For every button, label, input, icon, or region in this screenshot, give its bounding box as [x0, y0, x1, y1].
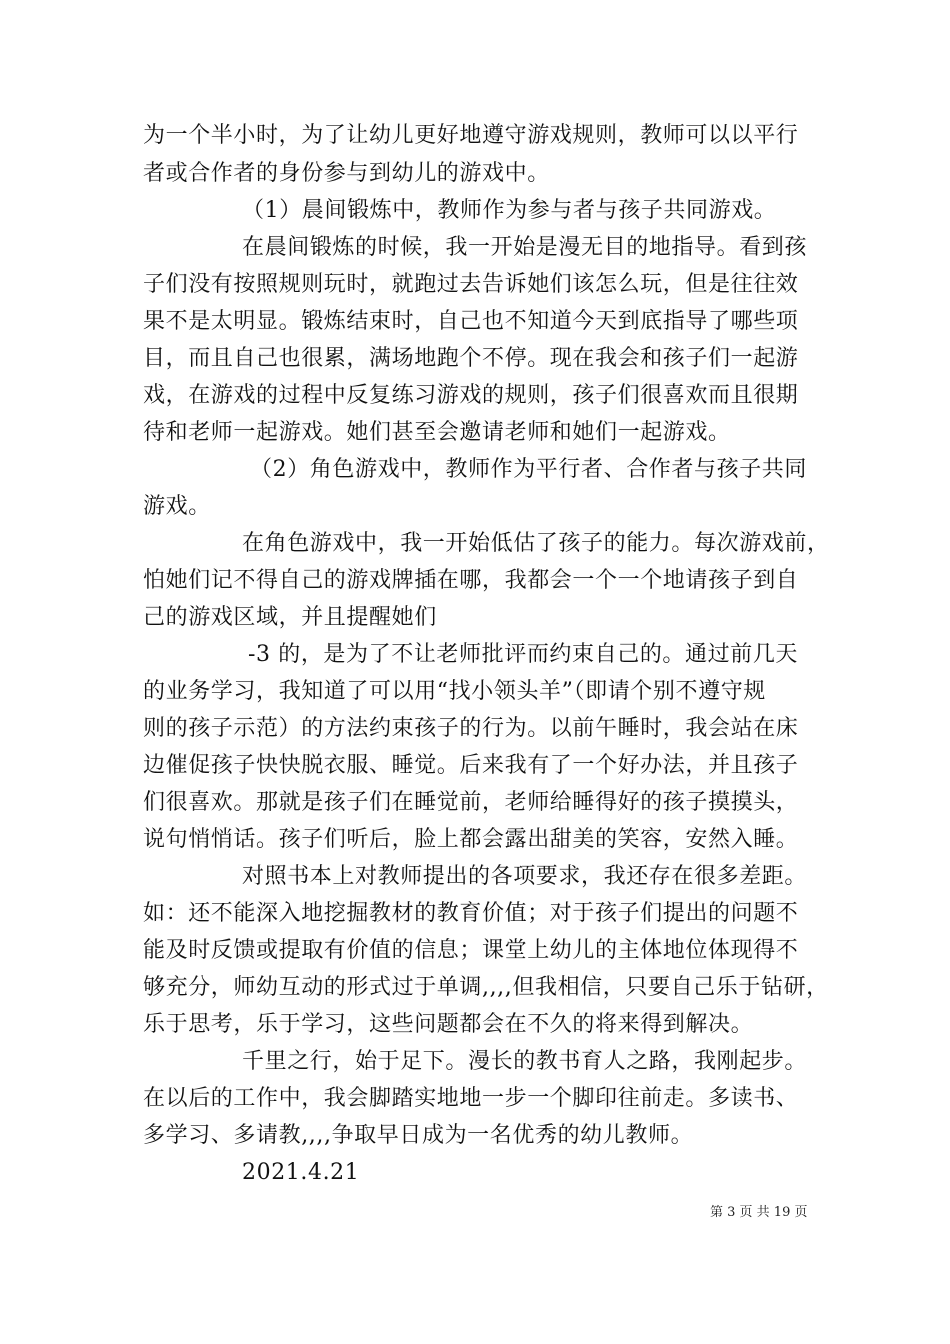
text-line: 为一个半小时，为了让幼儿更好地遵守游戏规则，教师可以以平行 — [143, 123, 799, 148]
text-line: 多学习、多请教,,,,争取早日成为一名优秀的幼儿教师。 — [143, 1123, 694, 1148]
text-line: 乐于思考，乐于学习，这些问题都会在不久的将来得到解决。 — [143, 1012, 754, 1037]
document-date: 2021.4.21 — [242, 1160, 360, 1185]
text-line: 戏，在游戏的过程中反复练习游戏的规则，孩子们很喜欢而且很期 — [143, 383, 799, 408]
text-line: 果不是太明显。锻炼结束时，自己也不知道今天到底指导了哪些项 — [143, 309, 799, 334]
text-line: -3 的，是为了不让老师批评而约束自己的。通过前几天 — [248, 642, 799, 667]
text-line: 能及时反馈或提取有价值的信息；课堂上幼儿的主体地位体现得不 — [143, 938, 799, 963]
text-line: 则的孩子示范）的方法约束孩子的行为。以前午睡时，我会站在床 — [143, 716, 799, 741]
text-line: 游戏。 — [143, 494, 211, 519]
text-line: 边催促孩子快快脱衣服、睡觉。后来我有了一个好办法，并且孩子 — [143, 753, 799, 778]
text-line: 待和老师一起游戏。她们甚至会邀请老师和她们一起游戏。 — [143, 420, 731, 445]
text-line: 在晨间锻炼的时候，我一开始是漫无目的地指导。看到孩 — [242, 235, 808, 260]
section-heading-1: （1）晨间锻炼中，教师作为参与者与孩子共同游戏。 — [242, 198, 777, 223]
text-line: 者或合作者的身份参与到幼儿的游戏中。 — [143, 161, 550, 186]
text-line: 千里之行，始于足下。漫长的教书育人之路，我刚起步。 — [242, 1049, 808, 1074]
text-line: 们很喜欢。那就是孩子们在睡觉前，老师给睡得好的孩子摸摸头， — [143, 790, 799, 815]
text-line: 子们没有按照规则玩时，就跑过去告诉她们该怎么玩，但是往往效 — [143, 272, 799, 297]
text-line: 够充分，师幼互动的形式过于单调,,,,但我相信，只要自己乐于钻研， — [143, 975, 829, 1000]
text-line: 如：还不能深入地挖掘教材的教育价值；对于孩子们提出的问题不 — [143, 901, 799, 926]
text-line: 在角色游戏中，我一开始低估了孩子的能力。每次游戏前， — [242, 531, 830, 556]
text-line: 对照书本上对教师提出的各项要求，我还存在很多差距。 — [242, 864, 808, 889]
text-line: 目，而且自己也很累，满场地跑个不停。现在我会和孩子们一起游 — [143, 346, 799, 371]
text-line: 怕她们记不得自己的游戏牌插在哪，我都会一个一个地请孩子到自 — [143, 568, 799, 593]
page-number-footer: 第 3 页 共 19 页 — [710, 1205, 808, 1220]
section-heading-2: （2）角色游戏中，教师作为平行者、合作者与孩子共同 — [250, 457, 807, 482]
text-line: 己的游戏区域，并且提醒她们 — [143, 605, 437, 630]
text-line: 在以后的工作中，我会脚踏实地地一步一个脚印往前走。多读书、 — [143, 1086, 799, 1111]
text-line: 的业务学习，我知道了可以用“找小领头羊”（即请个别不遵守规 — [143, 679, 766, 704]
text-line: 说句悄悄话。孩子们听后，脸上都会露出甜美的笑容，安然入睡。 — [143, 827, 799, 852]
